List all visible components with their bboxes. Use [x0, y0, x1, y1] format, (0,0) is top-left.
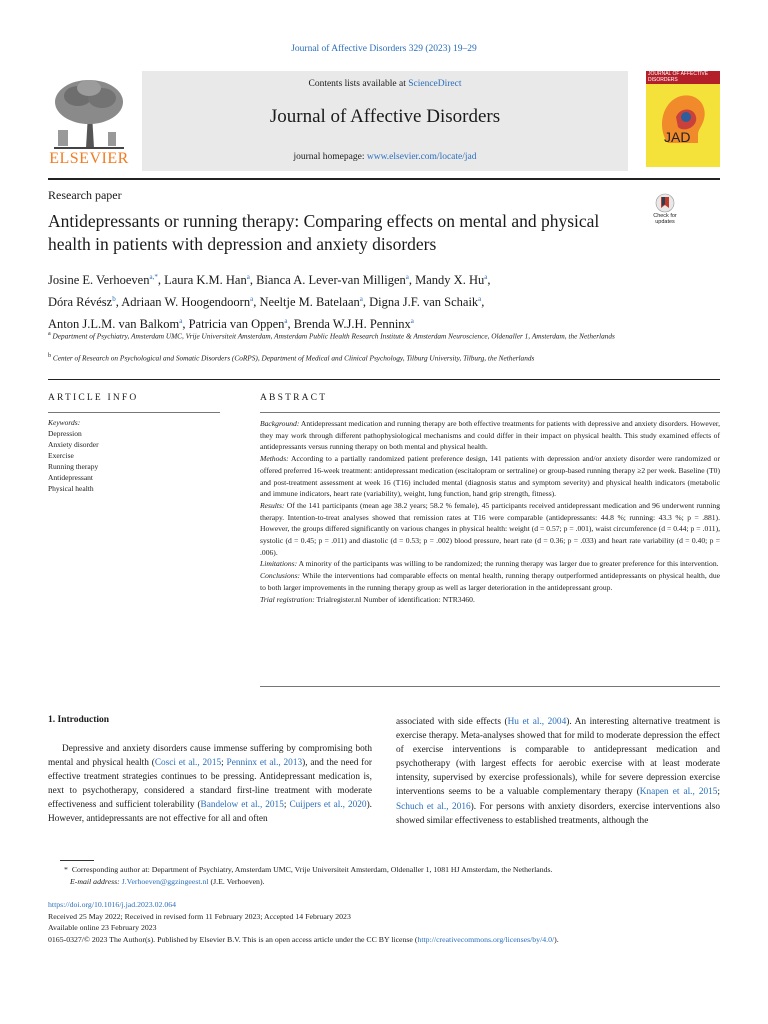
received-dates: Received 25 May 2022; Received in revised form 11 February 2023; Accepted 14 February 2023 — [48, 911, 351, 921]
keyword: Running therapy — [48, 462, 99, 471]
homepage-line — [142, 152, 628, 162]
abstract-results: Results: Of the 141 participants (mean age 38.2 years; 58.2 % female), 45 participants received antidepressant medication and 96 underwent running therapy. Intention-to-treat analyses showed that remission rates at T16 were comparable (antidepressants: 44.8 %; running: 43.3 %; p = .881). However, the groups differed significantly on various changes in physical health: weight (d = 0.57; p = .001), waist circumference (d = 0.44; p = .011), systolic (d = 0.45; p = .011) and diastolic (d = 0.53; p = .002) blood pressure, heart rate (d = 0.36; p = .033) and heart rate variability (d = 0.40; p = .006). — [260, 500, 720, 557]
publication-info — [48, 899, 728, 945]
introduction-heading: 1. Introduction — [48, 715, 110, 725]
author[interactable]: Mandy X. Hu$^a$, — [415, 273, 491, 288]
author[interactable]: Patricia van Oppen$^a$, — [188, 317, 294, 332]
cover-title: JOURNAL OF AFFECTIVE DISORDERS — [648, 71, 709, 83]
article-title: Antidepressants or running therapy: Comparing effects on mental and physical health in patients with depression and anxiety disorders — [48, 211, 600, 254]
homepage-prefix: journal homepage: — [293, 152, 367, 162]
abstract-rule — [260, 412, 720, 413]
abstract-end-rule — [260, 686, 720, 687]
abstract-limitations: Limitations: A minority of the participants was willing to be randomized; the running therapy was larger due to greater preference for this intervention. — [260, 559, 719, 569]
abstract-body — [260, 418, 720, 605]
keyword: Antidepressant — [48, 473, 93, 482]
keywords-list — [48, 428, 218, 494]
license-line: 0165-0327/© 2023 The Author(s). Published by Elsevier B.V. This is an open access article under the CC BY license (http://creativecommons.org/licenses/by/4.0/). — [48, 934, 559, 944]
citation-link[interactable]: Cosci et al., 2015 — [154, 758, 222, 769]
contents-line — [142, 79, 628, 89]
author[interactable]: Dóra Révész$^b$, — [48, 295, 122, 310]
contents-prefix: Contents lists available at — [308, 79, 409, 89]
article-info-rule — [48, 412, 220, 413]
header-rule — [48, 178, 720, 180]
homepage-link[interactable]: www.elsevier.com/locate/jad — [366, 152, 477, 162]
email-link[interactable]: J.Verhoeven@ggzingeest.nl — [121, 877, 209, 886]
author[interactable]: Josine E. Verhoeven$^{a,*}$, — [48, 273, 165, 288]
available-online: Available online 23 February 2023 — [48, 923, 157, 932]
author[interactable]: Neeltje M. Batelaan$^a$, — [259, 295, 370, 310]
elsevier-wordmark: ELSEVIER — [49, 150, 129, 167]
citation-link[interactable]: Cuijpers et al., 2020 — [289, 800, 367, 811]
abstract-methods: Methods: According to a partially randomized patient preference design, 141 patients with depression and/or anxiety disorder were randomized or offered preferred 16-week treatment: antidepressant medication (escitalopram or sertraline) or group-based running therapy ≥2 per week. Baseline (T0) and post-treatment assessment at week 16 (T16) included mental (diagnosis status and symptom severity) and physical health indicators (metabolic and immune indicators, heart rate (variability), weight, lung function, hand grip strength, fitness). — [260, 454, 720, 499]
citation-link[interactable]: Penninx et al., 2013 — [226, 758, 303, 769]
doi-link[interactable]: https://doi.org/10.1016/j.jad.2023.02.064 — [48, 900, 177, 909]
footnote-rule — [60, 860, 94, 861]
author[interactable]: Brenda W.J.H. Penninx$^a$ — [293, 317, 414, 332]
corresponding-author-footnote: * Corresponding author at: Department of Psychiatry, Amsterdam UMC, Vrije Universiteit Amsterdam, Oldenaller 1, 1081 HJ Amsterdam, the Netherlands. E-mail address: J.Verhoeven@ggzingeest.nl (J.E. Verhoeven). — [64, 865, 553, 886]
author[interactable]: Adriaan W. Hoogendoorn$^a$, — [121, 295, 260, 310]
journal-name: Journal of Affective Disorders — [269, 106, 501, 127]
author-list — [48, 268, 728, 334]
footnote-mark: * — [64, 865, 68, 874]
check-for-updates-label: Check for updates — [653, 213, 677, 225]
abstract-trial-registration: Trial registration: Trialregister.nl Number of identification: NTR3460. — [260, 594, 475, 604]
article-type: Research paper — [48, 188, 122, 202]
keyword: Exercise — [48, 451, 74, 460]
citation-link[interactable]: Knapen et al., 2015 — [639, 787, 718, 798]
journal-cover-image — [646, 71, 720, 167]
keyword: Depression — [48, 429, 82, 438]
keywords-label: Keywords: — [48, 418, 81, 427]
license-link[interactable]: http://creativecommons.org/licenses/by/4.0/ — [417, 934, 555, 944]
cover-acronym: JAD — [664, 129, 691, 145]
citation-link[interactable]: Schuch et al., 2016 — [396, 801, 471, 812]
author[interactable]: Digna J.F. van Schaik$^a$, — [369, 295, 485, 310]
author[interactable]: Bianca A. Lever-van Milligen$^a$, — [256, 273, 416, 288]
abstract-heading: ABSTRACT — [260, 393, 328, 403]
affiliation-a: $^a$ Department of Psychiatry, Amsterdam UMC, Vrije Universiteit Amsterdam, Amsterdam Public Health Research Institute & Amsterdam Neuroscience, Oldenaller 1, Amsterdam, the Netherlands — [48, 331, 615, 341]
check-for-updates-badge[interactable] — [645, 193, 685, 233]
author[interactable]: Anton J.L.M. van Balkom$^a$, — [48, 317, 189, 332]
introduction-left-column: Depressive and anxiety disorders cause immense suffering by compromising both mental and physical health (Cosci et al., 2015; Penninx et al., 2013), and the need for effective treatment strategies continues to be pressing. Antidepressant medication is, next to psychotherapy, considered a standard first-line treatment with moderate effectiveness and sufficient tolerability (Bandelow et al., 2015; Cuijpers et al., 2020). However, antidepressants are not effective for all and often — [48, 744, 373, 825]
keyword: Anxiety disorder — [48, 440, 99, 449]
citation-link[interactable]: Hu et al., 2004 — [507, 717, 567, 727]
affiliation-b: $^b$ Center of Research on Psychological and Somatic Disorders (CoRPS), Department of Medical and Clinical Psychology, Tilburg University, Tilburg, the Netherlands — [48, 353, 535, 363]
citation-link[interactable]: Bandelow et al., 2015 — [200, 800, 284, 811]
journal-reference[interactable]: Journal of Affective Disorders 329 (2023) 19–29 — [291, 44, 477, 54]
introduction-right-column: associated with side effects (Hu et al., 2004). An interesting alternative treatment is exercise therapy. Meta-analyses showed that for mild to moderate depression the effect of exercise interventions is comparable to antidepressant medication and psychotherapy (with largest effects for aerobic exercise with at least moderate intensity, supervised by exercise professionals), while for severe depression exercise interventions seems to be a valuable complementary therapy (Knapen et al., 2015; Schuch et al., 2016). For persons with anxiety disorders, exercise interventions also showed similar effectiveness to established treatments, although the — [396, 717, 721, 826]
abstract-conclusions: Conclusions: While the interventions had comparable effects on mental health, running therapy outperformed antidepressants on physical health, due to both larger improvements in the running therapy group as well as larger deterioration in the antidepressant group. — [260, 571, 720, 592]
article-info-heading: ARTICLE INFO — [48, 393, 139, 403]
sciencedirect-link[interactable]: ScienceDirect — [408, 79, 462, 89]
author[interactable]: Laura K.M. Han$^a$, — [164, 273, 257, 288]
bookmark-icon — [645, 193, 685, 213]
section-rule — [48, 379, 720, 380]
keyword: Physical health — [48, 484, 94, 493]
abstract-background: Background: Antidepressant medication and running therapy are both effective treatments for patients with depressive and anxiety disorders. However, they may work through different pathophysiological mechanisms and could differ in their impact on physical health. This study examined effects of antidepressants versus running therapy on both mental and physical health. — [260, 419, 720, 452]
